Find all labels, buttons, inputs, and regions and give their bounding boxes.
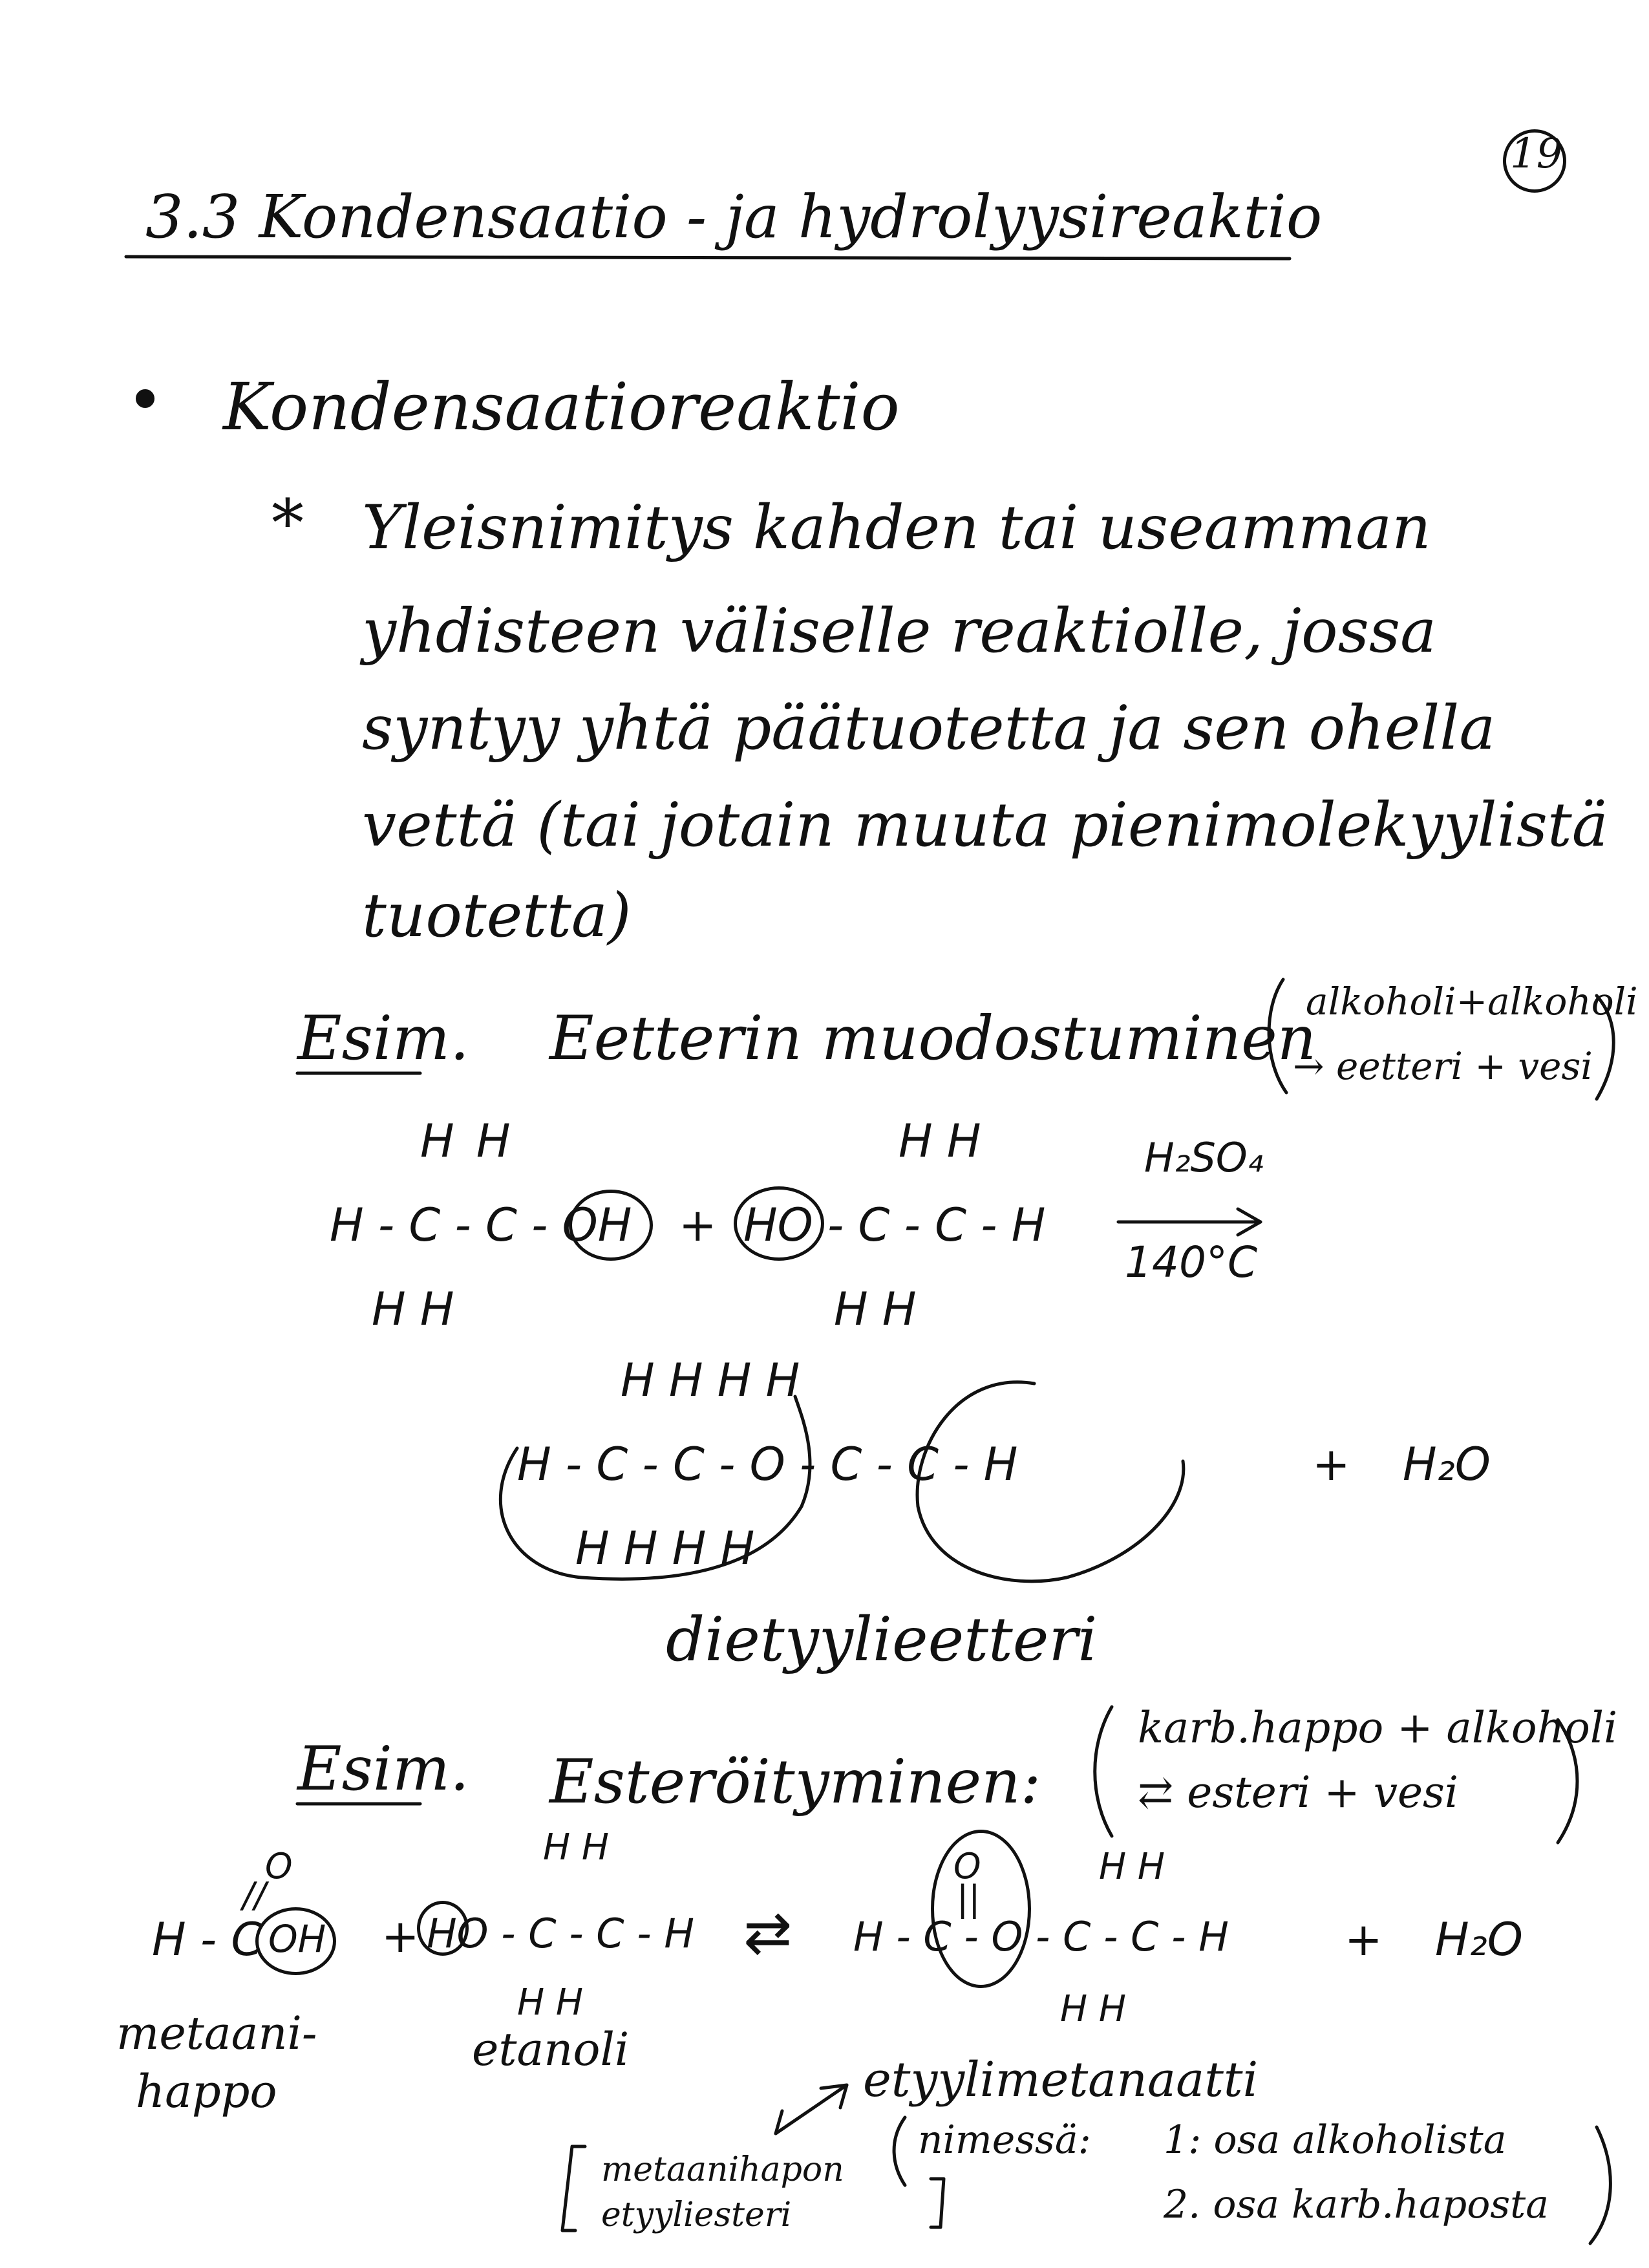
section-heading: Kondensaatioreaktio — [223, 369, 900, 445]
plus-sign-1: + — [679, 1199, 717, 1252]
example2-note-line-1: karb.happo + alkoholi — [1138, 1703, 1618, 1753]
catalyst-label: H₂SO₄ — [1144, 1134, 1264, 1181]
bracket-line-2: etyyliesteri — [601, 2196, 792, 2234]
reactant2-bottom-h: H H — [834, 1283, 917, 1336]
star-marker: * — [271, 486, 304, 561]
plus-sign-2: + — [1312, 1438, 1350, 1491]
example1-heading: Eetterin muodostuminen — [549, 1003, 1317, 1074]
product1-bottom-h: H H H H — [575, 1522, 755, 1575]
bracket-line-1: metaanihapon — [601, 2150, 844, 2189]
ester-name: etyylimetanaatti — [863, 2052, 1259, 2108]
naming-line-1: 1: osa alkoholista — [1164, 2117, 1507, 2163]
acid-double-bond: // — [242, 1875, 266, 1916]
ester-double-bond: || — [957, 1878, 981, 1919]
bullet: • — [126, 363, 164, 438]
ester-top-h: H H — [1099, 1846, 1165, 1888]
ester-oxygen: O — [953, 1846, 981, 1887]
alcohol-structure: HO - C - C - H — [427, 1910, 694, 1957]
product1-name: dietyylieetteri — [666, 1605, 1098, 1675]
definition-line-5: tuotetta) — [362, 881, 632, 951]
water-product-2: H₂O — [1435, 1913, 1523, 1966]
acid-oh: OH — [268, 1917, 326, 1961]
acid-structure: H - C — [152, 1913, 263, 1966]
reactant1-bottom-h: H H — [372, 1283, 454, 1336]
example2-label: Esim. — [297, 1734, 469, 1804]
example2-heading: Esteröityminen: — [549, 1747, 1041, 1817]
product1-structure: H - C - C - O - C - C - H — [517, 1438, 1018, 1491]
definition-line-1: Yleisnimitys kahden tai useamman — [362, 493, 1431, 563]
alcohol-bottom-h: H H — [517, 1982, 584, 2024]
plus-sign-3: + — [381, 1910, 420, 1963]
definition-line-4: vettä (tai jotain muuta pienimolekyylistä — [362, 790, 1608, 861]
example1-note-line-2: → eetteri + vesi — [1293, 1044, 1593, 1088]
example2-note-line-2: ⇄ esteri + vesi — [1138, 1768, 1459, 1817]
naming-label: nimessä: — [918, 2117, 1091, 2163]
plus-sign-4: + — [1345, 1913, 1383, 1966]
ester-bottom-h: H H — [1060, 1988, 1127, 2030]
acid-name-2: happo — [136, 2065, 277, 2118]
oh-circle-1 — [569, 1190, 653, 1261]
page-number: 19 — [1510, 130, 1563, 178]
example1-label: Esim. — [297, 1003, 469, 1074]
definition-line-3: syntyy yhtä päätuotetta ja sen ohella — [362, 693, 1496, 764]
reactant2-structure: HO - C - C - H — [743, 1199, 1046, 1252]
naming-line-2: 2. osa karb.haposta — [1164, 2182, 1549, 2227]
definition-line-2: yhdisteen väliselle reaktiolle, jossa — [362, 596, 1437, 667]
water-product-1: H₂O — [1403, 1438, 1491, 1491]
acid-oxygen: O — [265, 1846, 293, 1887]
temperature-label: 140°C — [1125, 1237, 1258, 1287]
reactant2-top-h: H H — [899, 1115, 981, 1168]
alcohol-name: etanoli — [472, 2023, 630, 2076]
page-title: 3.3 Kondensaatio - ja hydrolyysireaktio — [145, 182, 1323, 251]
equilibrium-arrow: ⇄ — [743, 1899, 793, 1967]
acid-name-1: metaani- — [116, 2007, 317, 2060]
example1-note-line-1: alkoholi+alkoholi — [1306, 979, 1638, 1023]
reactant1-top-h: H H — [420, 1115, 515, 1168]
reactant1-structure: H - C - C - OH — [330, 1199, 632, 1252]
product1-top-h: H H H H — [621, 1354, 800, 1407]
ester-structure: H - C - O - C - C - H — [853, 1913, 1229, 1960]
alcohol-top-h: H H — [543, 1826, 610, 1868]
